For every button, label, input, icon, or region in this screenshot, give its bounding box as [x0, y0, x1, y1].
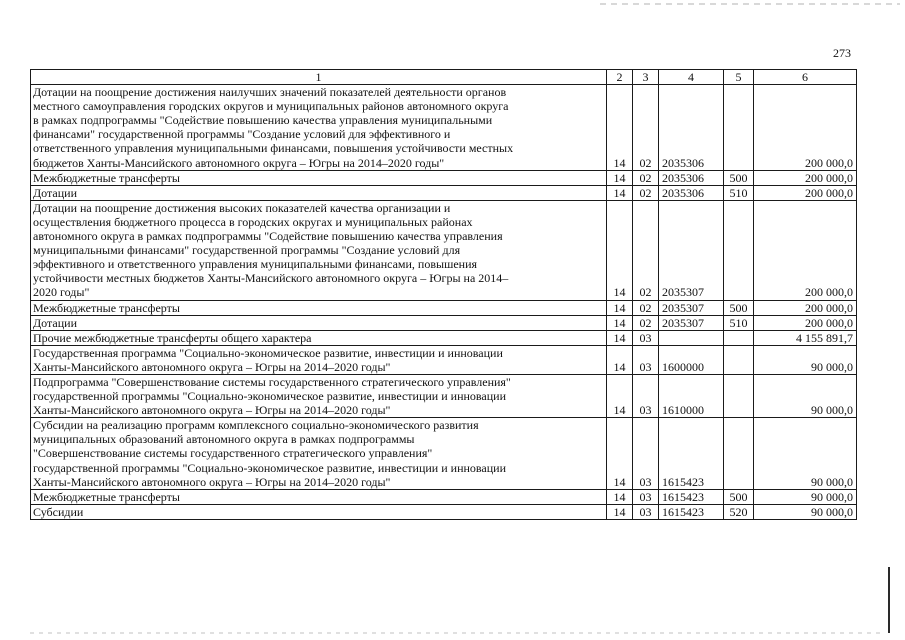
- cell-c6: 200 000,0: [754, 200, 857, 300]
- row-name-line: осуществления бюджетного процесса в городских округах и муниципальных районах: [33, 214, 473, 229]
- scan-edge-line: [888, 567, 890, 633]
- cell-c2: 14: [607, 345, 633, 374]
- row-name-line: Дотации: [33, 185, 78, 200]
- row-name-line: "Совершенствование системы государственного стратегического управления": [33, 446, 433, 461]
- row-name-line: финансами" государственной программы "Создание условий для эффективного и: [33, 127, 451, 142]
- row-name-line: Ханты-Мансийского автономного округа – Югры на 2014–2020 годы": [33, 474, 391, 489]
- cell-c6: 200 000,0: [754, 170, 857, 185]
- cell-c2: 14: [607, 489, 633, 504]
- row-name-line: Межбюджетные трансферты: [33, 489, 180, 504]
- row-name-cell: [31, 345, 607, 374]
- table-row: [31, 504, 857, 519]
- cell-c4: [659, 330, 724, 345]
- table-body: [31, 85, 857, 520]
- row-name-cell: [31, 185, 607, 200]
- row-name-line: автономного округа в рамках подпрограммы "Содействие повышению качества управления: [33, 229, 503, 244]
- cell-c3: 03: [633, 489, 659, 504]
- table-row: [31, 170, 857, 185]
- cell-c5: 520: [724, 504, 754, 519]
- row-name-line: Подпрограмма "Совершенствование системы государственного стратегического управления": [33, 374, 511, 389]
- cell-c5: [724, 330, 754, 345]
- table-row: [31, 345, 857, 374]
- row-name-line: Субсидии на реализацию программ комплексного социально-экономического развития: [33, 418, 479, 433]
- cell-c3: 02: [633, 315, 659, 330]
- budget-table: [30, 69, 857, 520]
- cell-c4: 1615423: [659, 418, 724, 489]
- cell-c4: 2035306: [659, 170, 724, 185]
- cell-c3: 02: [633, 170, 659, 185]
- cell-c5: [724, 374, 754, 417]
- cell-c6: 200 000,0: [754, 185, 857, 200]
- cell-c5: 500: [724, 170, 754, 185]
- row-name-cell: [31, 330, 607, 345]
- cell-c5: 510: [724, 185, 754, 200]
- cell-c6: 90 000,0: [754, 418, 857, 489]
- cell-c3: 02: [633, 200, 659, 300]
- row-name-line: 2020 годы": [33, 285, 90, 300]
- row-name-line: Межбюджетные трансферты: [33, 300, 180, 315]
- cell-c5: [724, 418, 754, 489]
- row-name-line: Субсидии: [33, 504, 84, 519]
- header-col-3: 3: [633, 70, 659, 85]
- cell-c5: [724, 345, 754, 374]
- cell-c6: 90 000,0: [754, 504, 857, 519]
- cell-c2: 14: [607, 504, 633, 519]
- row-name-cell: [31, 315, 607, 330]
- table-row: [31, 185, 857, 200]
- row-name-line: бюджетов Ханты-Мансийского автономного округа – Югры на 2014–2020 годы": [33, 155, 445, 170]
- row-name-line: государственной программы "Социально-экономическое развитие, инвестиции и инновации: [33, 460, 507, 475]
- cell-c2: 14: [607, 300, 633, 315]
- cell-c3: 02: [633, 85, 659, 171]
- cell-c3: 02: [633, 300, 659, 315]
- cell-c5: 500: [724, 489, 754, 504]
- cell-c4: 2035307: [659, 315, 724, 330]
- row-name-cell: [31, 85, 607, 171]
- row-name-line: местного самоуправления городских округов и муниципальных районов автономного округа: [33, 99, 509, 114]
- table-row: [31, 489, 857, 504]
- row-name-cell: [31, 200, 607, 300]
- cell-c5: 510: [724, 315, 754, 330]
- header-col-1: 1: [31, 70, 607, 85]
- cell-c4: 2035306: [659, 85, 724, 171]
- row-name-line: устойчивости местных бюджетов Ханты-Мансийского автономного округа – Югры на 2014–: [33, 271, 509, 286]
- cell-c2: 14: [607, 200, 633, 300]
- row-name-line: эффективного и ответственного управления муниципальными финансами, повышения: [33, 257, 478, 272]
- table-row: [31, 85, 857, 171]
- table-row: [31, 315, 857, 330]
- table-header-row: [31, 70, 857, 85]
- cell-c2: 14: [607, 185, 633, 200]
- cell-c2: 14: [607, 85, 633, 171]
- cell-c6: 200 000,0: [754, 300, 857, 315]
- cell-c4: 1600000: [659, 345, 724, 374]
- header-col-5: 5: [724, 70, 754, 85]
- row-name-line: государственной программы "Социально-экономическое развитие, инвестиции и инновации: [33, 389, 507, 404]
- table-row: [31, 200, 857, 300]
- row-name-cell: [31, 504, 607, 519]
- cell-c6: 200 000,0: [754, 85, 857, 171]
- cell-c6: 90 000,0: [754, 489, 857, 504]
- cell-c2: 14: [607, 315, 633, 330]
- cell-c6: 4 155 891,7: [754, 330, 857, 345]
- cell-c2: 14: [607, 330, 633, 345]
- row-name-line: муниципальными финансами" государственной программы "Создание условий для: [33, 243, 461, 258]
- cell-c4: 1615423: [659, 504, 724, 519]
- scan-artifact-top: [600, 3, 900, 5]
- row-name-line: Государственная программа "Социально-экономическое развитие, инвестиции и инновации: [33, 345, 503, 360]
- row-name-line: Дотации на поощрение достижения высоких показателей качества организации и: [33, 200, 451, 215]
- row-name-line: Ханты-Мансийского автономного округа – Югры на 2014–2020 годы": [33, 403, 391, 418]
- header-col-2: 2: [607, 70, 633, 85]
- cell-c5: [724, 85, 754, 171]
- cell-c4: 2035307: [659, 200, 724, 300]
- table-row: [31, 418, 857, 489]
- cell-c6: 200 000,0: [754, 315, 857, 330]
- row-name-line: муниципальных образований автономного округа в рамках подпрограммы: [33, 432, 415, 447]
- cell-c2: 14: [607, 418, 633, 489]
- row-name-line: Межбюджетные трансферты: [33, 170, 180, 185]
- cell-c3: 03: [633, 418, 659, 489]
- row-name-line: Прочие межбюджетные трансферты общего характера: [33, 330, 312, 345]
- row-name-line: Ханты-Мансийского автономного округа – Югры на 2014–2020 годы": [33, 359, 391, 374]
- row-name-cell: [31, 300, 607, 315]
- cell-c4: 1610000: [659, 374, 724, 417]
- page-number: 273: [833, 46, 851, 60]
- cell-c3: 03: [633, 330, 659, 345]
- cell-c4: 2035307: [659, 300, 724, 315]
- cell-c2: 14: [607, 170, 633, 185]
- cell-c2: 14: [607, 374, 633, 417]
- row-name-cell: [31, 418, 607, 489]
- row-name-cell: [31, 374, 607, 417]
- row-name-line: Дотации: [33, 315, 78, 330]
- cell-c3: 03: [633, 345, 659, 374]
- cell-c4: 2035306: [659, 185, 724, 200]
- cell-c6: 90 000,0: [754, 374, 857, 417]
- cell-c3: 03: [633, 504, 659, 519]
- row-name-cell: [31, 170, 607, 185]
- header-col-4: 4: [659, 70, 724, 85]
- row-name-line: в рамках подпрограммы "Содействие повышению качества управления муниципальными: [33, 113, 493, 128]
- row-name-cell: [31, 489, 607, 504]
- cell-c3: 02: [633, 185, 659, 200]
- table-row: [31, 374, 857, 417]
- cell-c3: 03: [633, 374, 659, 417]
- cell-c4: 1615423: [659, 489, 724, 504]
- cell-c5: [724, 200, 754, 300]
- header-col-6: 6: [754, 70, 857, 85]
- row-name-line: Дотации на поощрение достижения наилучших значений показателей деятельности органов: [33, 85, 507, 100]
- table-row: [31, 330, 857, 345]
- row-name-line: ответственного управления муниципальными финансами, повышения устойчивости местных: [33, 141, 514, 156]
- table-row: [31, 300, 857, 315]
- cell-c6: 90 000,0: [754, 345, 857, 374]
- cell-c5: 500: [724, 300, 754, 315]
- scan-artifact-bottom: [30, 632, 885, 634]
